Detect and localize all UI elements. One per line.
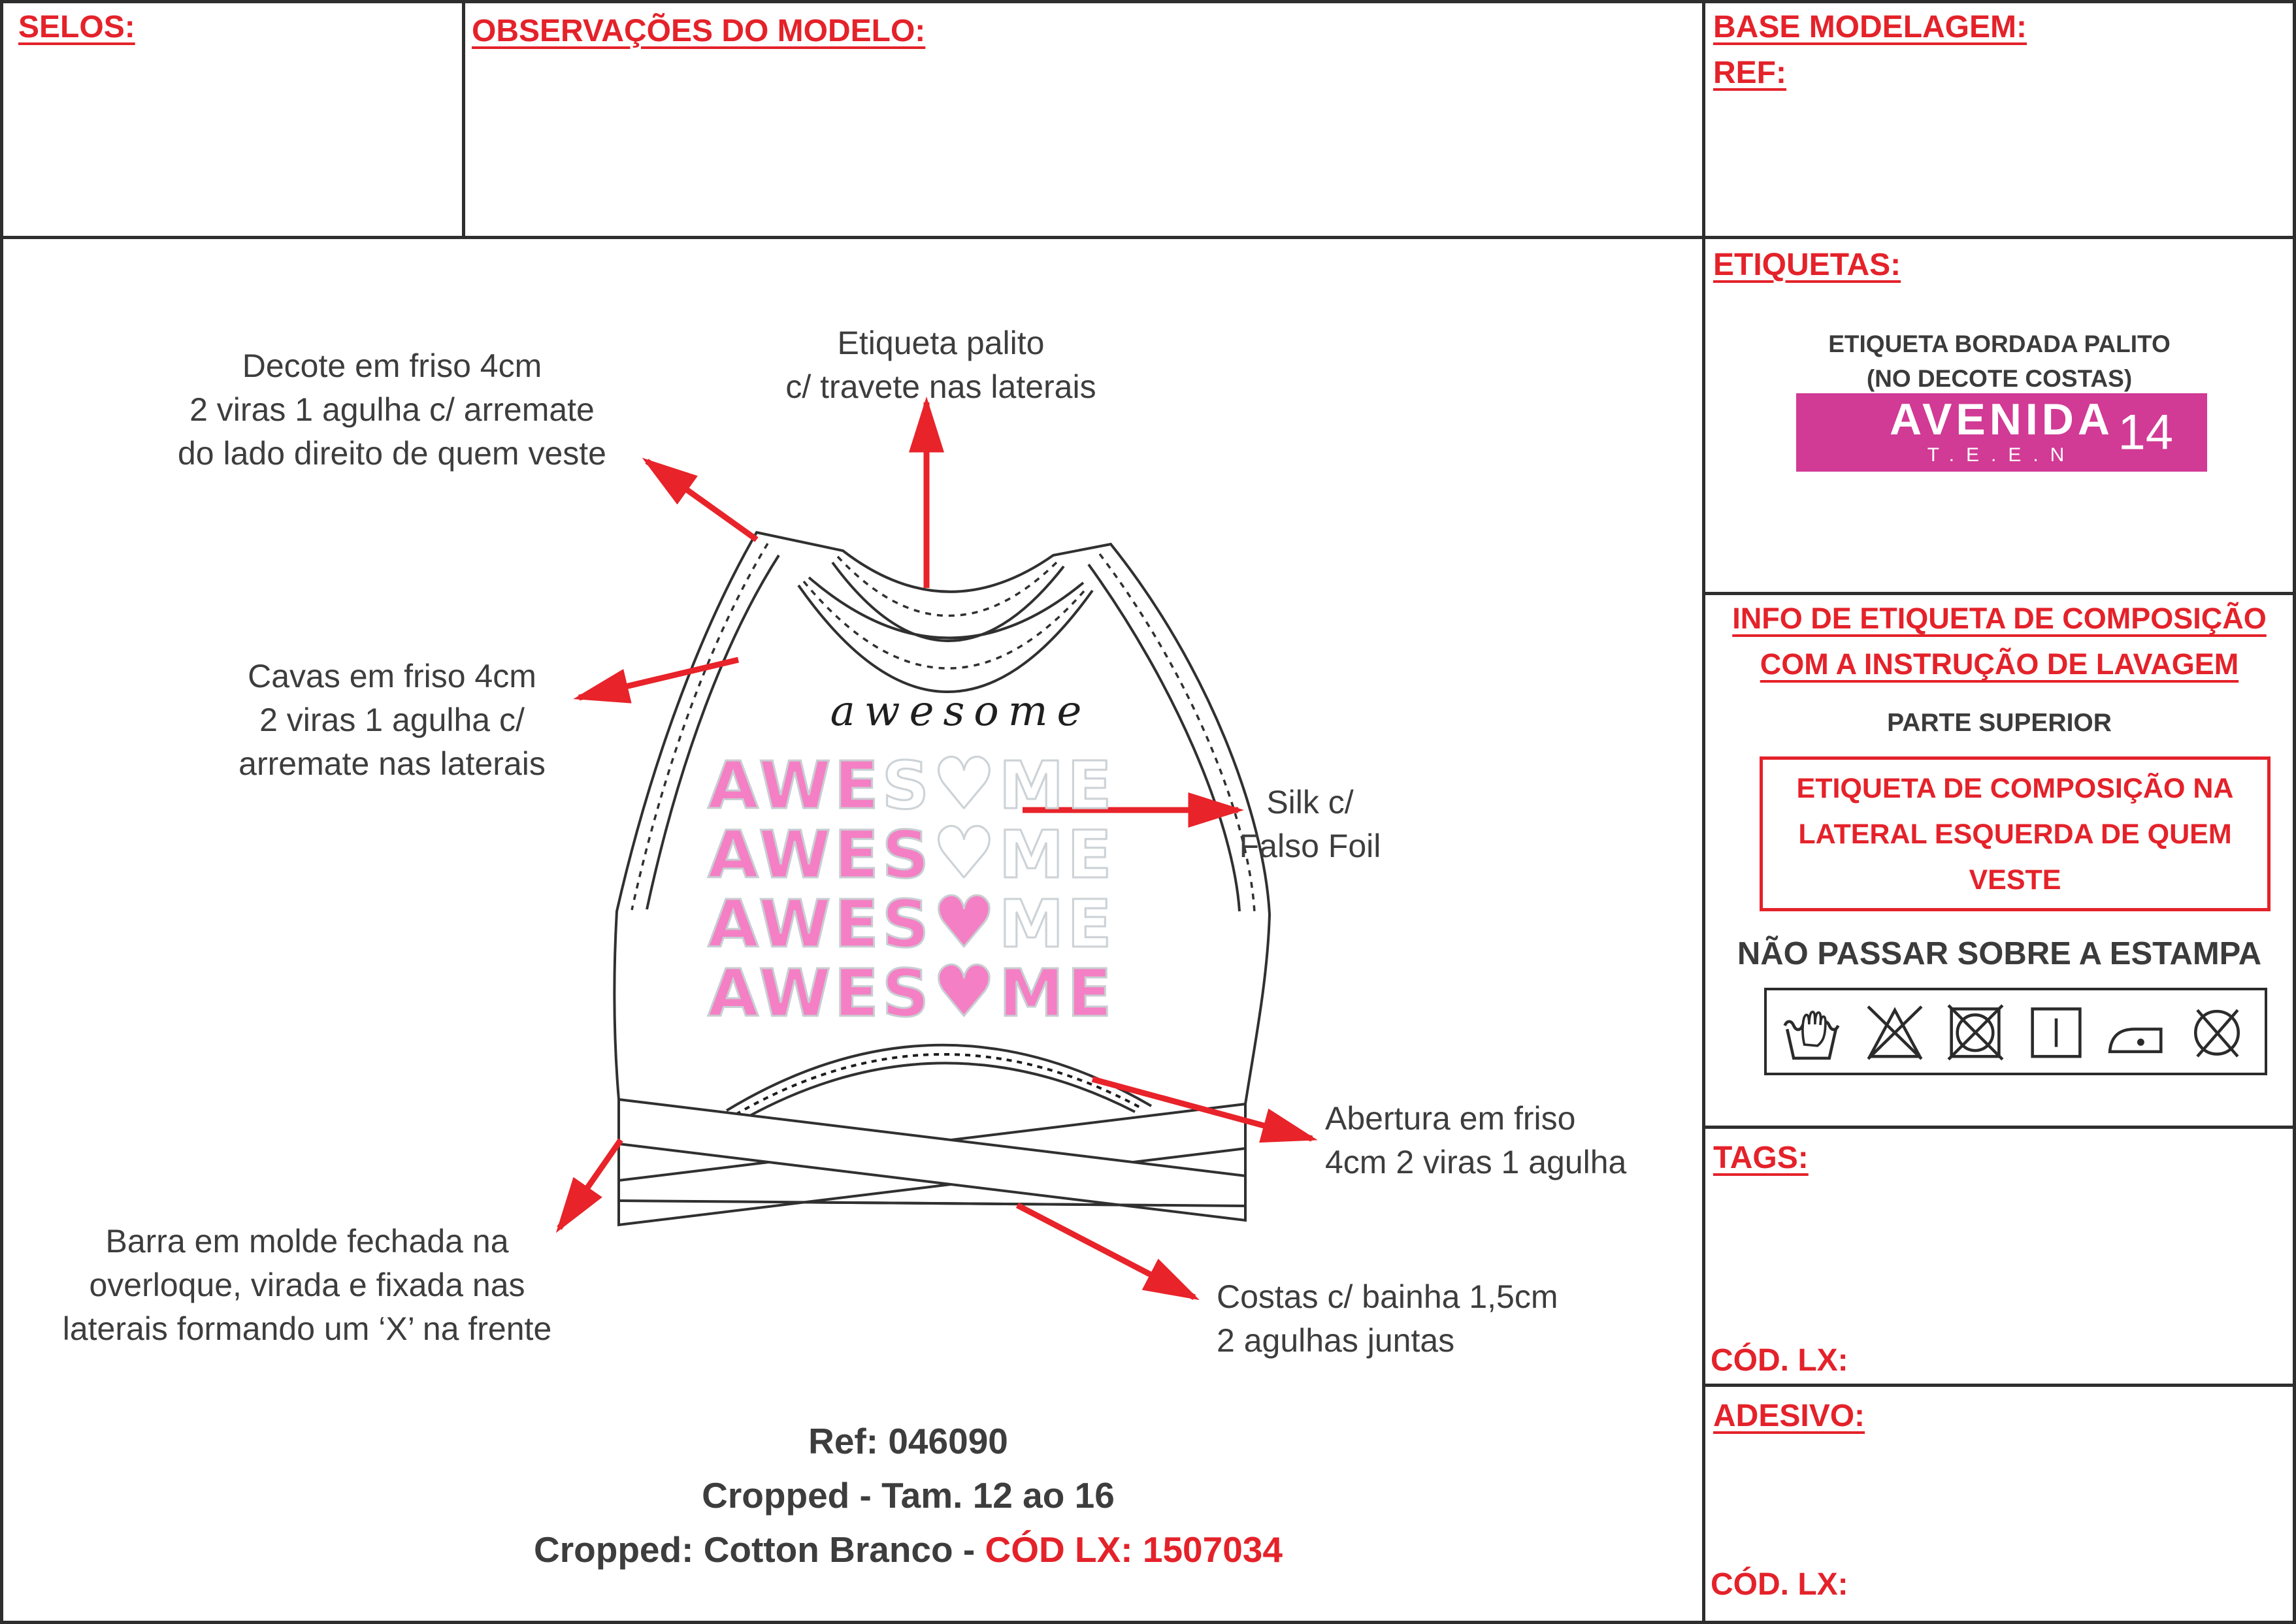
- selos-observacoes-divider: [462, 0, 465, 236]
- print-letters: ME: [998, 817, 1115, 893]
- print-heart: ♥: [932, 882, 999, 964]
- cod-lx-number: CÓD LX: 1507034: [985, 1529, 1283, 1570]
- print-letters: AWES: [708, 817, 932, 893]
- print-letters: AWES: [708, 955, 932, 1031]
- reference-block: [405, 1414, 1411, 1577]
- info-title-line2: COM A INSTRUÇÃO DE LAVAGEM: [1760, 647, 2239, 681]
- print-row: [683, 813, 1140, 894]
- brand-name: AVENIDA: [1890, 395, 2114, 444]
- care-icons-box: [1764, 988, 2267, 1075]
- tags-cod-lx-label: CÓD. LX:: [1711, 1343, 1848, 1378]
- selos-header: SELOS:: [18, 10, 135, 44]
- decote-annotation: Decote em friso 4cm 2 viras 1 agulha c/ arremate do lado direito de quem veste: [178, 348, 606, 472]
- info-title: [1705, 596, 2293, 687]
- adesivo-cod-lx-label: CÓD. LX:: [1711, 1567, 1848, 1602]
- print-letters: AWES: [708, 886, 932, 962]
- print-letters: AWE: [708, 747, 882, 824]
- do-not-bleach-icon: [1862, 1000, 1927, 1063]
- etiquetas-info-divider: [1702, 592, 2296, 595]
- print-letters: ME: [998, 886, 1115, 962]
- right-column-divider: [1702, 0, 1705, 1624]
- care-warning: NÃO PASSAR SOBRE A ESTAMPA: [1737, 936, 2262, 971]
- etiquetas-header: ETIQUETAS:: [1713, 248, 1901, 282]
- brand-label: [1796, 393, 2207, 472]
- costas-annotation: Costas c/ bainha 1,5cm 2 agulhas juntas: [1217, 1278, 1558, 1359]
- print-row: [683, 882, 1140, 964]
- ref-number: Ref: 046090: [808, 1421, 1008, 1461]
- etiqueta-bordada-line1: ETIQUETA BORDADA PALITO: [1828, 331, 2171, 357]
- adesivo-header: ADESIVO:: [1713, 1399, 1865, 1433]
- cavas-annotation: Cavas em friso 4cm 2 viras 1 agulha c/ arremate nas laterais: [238, 658, 546, 782]
- composition-line3: VESTE: [1969, 864, 2061, 896]
- parte-superior-label: PARTE SUPERIOR: [1887, 709, 2112, 737]
- brand-size: 14: [2118, 404, 2173, 461]
- brand-subname: T.E.E.N: [1927, 444, 2076, 466]
- hand-wash-icon: [1782, 1000, 1847, 1063]
- composition-note-text: [1797, 766, 2234, 903]
- tags-header: TAGS:: [1713, 1141, 1809, 1175]
- ref-header: REF:: [1713, 56, 1786, 90]
- composition-line1: ETIQUETA DE COMPOSIÇÃO NA: [1796, 772, 2234, 804]
- tags-adesivo-divider: [1702, 1384, 2296, 1387]
- info-title-line1: INFO DE ETIQUETA DE COMPOSIÇÃO: [1732, 602, 2267, 635]
- observacoes-header: OBSERVAÇÕES DO MODELO:: [472, 14, 926, 48]
- info-tags-divider: [1702, 1126, 2296, 1129]
- composition-line2: LATERAL ESQUERDA DE QUEM: [1798, 818, 2232, 850]
- brand-label-text: [1890, 395, 2114, 466]
- print-heart: ♥: [932, 813, 999, 894]
- abertura-annotation: Abertura em friso 4cm 2 viras 1 agulha: [1325, 1100, 1627, 1180]
- do-not-dry-clean-icon: [2184, 1000, 2250, 1063]
- barra-arrow: [559, 1140, 621, 1228]
- size-range: Cropped - Tam. 12 ao 16: [702, 1475, 1115, 1516]
- print-letters: ME: [998, 955, 1115, 1031]
- etiqueta-bordada-line2: (NO DECOTE COSTAS): [1866, 365, 2133, 392]
- etiqueta-palito-annotation: Etiqueta palito c/ travete nas laterais: [785, 325, 1096, 405]
- fabric-info: Cropped: Cotton Branco -: [534, 1529, 985, 1570]
- drip-dry-icon: [2024, 1000, 2089, 1063]
- print-rows: [683, 743, 1140, 1033]
- iron-icon: [2104, 1000, 2169, 1063]
- costas-arrow: [1017, 1205, 1194, 1297]
- print-script-awesome: awesome: [830, 687, 1091, 736]
- print-letters: ME: [998, 747, 1115, 824]
- composition-note-box: [1760, 756, 2271, 911]
- print-heart: ♥: [932, 951, 999, 1033]
- print-row: [683, 743, 1140, 825]
- base-modelagem-header: BASE MODELAGEM:: [1713, 10, 2027, 44]
- etiqueta-bordada-note: [1705, 327, 2293, 396]
- print-heart: ♥: [932, 743, 999, 825]
- print-letters: S: [881, 747, 932, 824]
- do-not-tumble-dry-icon: [1943, 1000, 2008, 1063]
- silk-annotation: Silk c/ Falso Foil: [1239, 784, 1381, 864]
- print-row: [683, 951, 1140, 1033]
- barra-annotation: Barra em molde fechada na overloque, virada e fixada nas laterais formando um ‘X’ na frente: [62, 1223, 552, 1347]
